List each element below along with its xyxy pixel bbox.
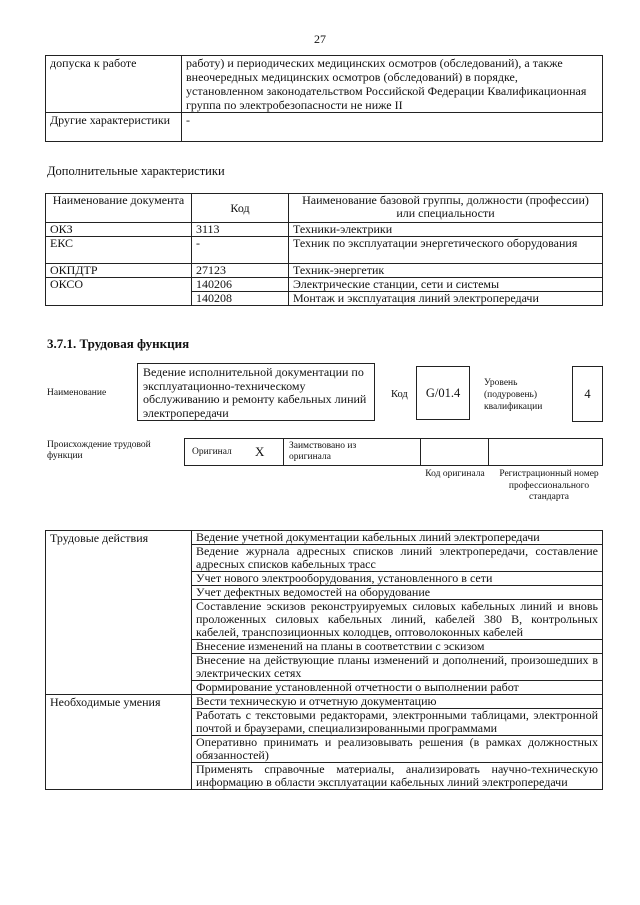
group-label: Необходимые умения	[46, 695, 192, 790]
qualification-level-value: 4	[572, 366, 603, 422]
table-cell: Внесение изменений на планы в соответствии с эскизом	[192, 640, 603, 654]
table-cell: Электрические станции, сети и системы	[289, 278, 603, 292]
table-row	[46, 695, 603, 709]
row-label: Другие характеристики	[46, 113, 182, 142]
table-cell: ОКСО	[46, 278, 192, 306]
table-row	[46, 278, 603, 292]
qualification-requirements-table	[45, 55, 603, 142]
row-text: работу) и периодических медицинских осмотров (обследований), а также внеочередных медицинских осмотров (обследований) в порядке, установленном законодательством Российской Федерации Квалификационная группа по электробезопасности не ниже II	[182, 56, 603, 113]
additional-characteristics-table	[45, 193, 603, 306]
table-cell: Вести техническую и отчетную документацию	[192, 695, 603, 709]
table-row	[46, 113, 603, 142]
column-header: Наименование документа	[46, 194, 192, 223]
column-header: Код	[192, 194, 289, 223]
table-cell: 140206	[192, 278, 289, 292]
original-mark: X	[255, 444, 265, 459]
registration-number-label: Регистрационный номер профессионального стандарта	[499, 469, 599, 502]
table-cell: 27123	[192, 264, 289, 278]
table-cell: Учет нового электрооборудования, установленного в сети	[192, 572, 603, 586]
column-header: Наименование базовой группы, должности (профессии) или специальности	[289, 194, 603, 223]
code-original-label: Код оригинала	[425, 469, 485, 479]
table-cell: -	[192, 237, 289, 264]
table-cell: Монтаж и эксплуатация линий электропередачи	[289, 292, 603, 306]
table-cell: ОКЗ	[46, 223, 192, 237]
divider	[283, 439, 284, 465]
row-label: допуска к работе	[46, 56, 182, 113]
divider	[420, 439, 421, 465]
table-row	[46, 531, 603, 545]
function-name-value: Ведение исполнительной документации по эксплуатационно-техническому обслуживанию и ремонту кабельных линий электропередачи	[137, 363, 375, 421]
table-cell: Ведение учетной документации кабельных линий электропередачи	[192, 531, 603, 545]
table-cell: Работать с текстовыми редакторами, электронными таблицами, электронной почтой и браузерами, специализированными программами	[192, 709, 603, 736]
table-row	[46, 56, 603, 113]
table-row	[46, 223, 603, 237]
table-row	[46, 264, 603, 278]
table-row	[46, 237, 603, 264]
table-cell: Оперативно принимать и реализовывать решения (в рамках должностных обязанностей)	[192, 736, 603, 763]
qualification-level-label: Уровень (подуровень) квалификации	[484, 378, 543, 412]
table-cell: ЕКС	[46, 237, 192, 264]
origin-box	[184, 438, 603, 466]
table-cell: Применять справочные материалы, анализировать научно-техническую информацию в области эксплуатации кабельных линий электропередачи	[192, 763, 603, 790]
table-cell: Техники-электрики	[289, 223, 603, 237]
table-cell: Техник-энергетик	[289, 264, 603, 278]
table-cell: ОКПДТР	[46, 264, 192, 278]
section-title: 3.7.1. Трудовая функция	[47, 336, 190, 351]
borrowed-label: Заимствовано из оригинала	[289, 441, 357, 462]
table-cell: Внесение на действующие планы изменений и дополнений, произошедших в электрических сетях	[192, 654, 603, 681]
function-name-label: Наименование	[47, 388, 107, 398]
function-code-value: G/01.4	[416, 366, 470, 420]
table-cell: Ведение журнала адресных списков линий электропередачи, составление адресных списков кабельных трасс	[192, 545, 603, 572]
table-cell: Учет дефектных ведомостей на оборудование	[192, 586, 603, 600]
table-header-row	[46, 194, 603, 223]
table-cell: 140208	[192, 292, 289, 306]
divider	[488, 439, 489, 465]
original-label: Оригинал	[192, 447, 232, 457]
table-cell: Техник по эксплуатации энергетического оборудования	[289, 237, 603, 264]
group-label: Трудовые действия	[46, 531, 192, 695]
page-number: 27	[314, 32, 326, 46]
function-code-label: Код	[391, 389, 408, 400]
table-cell: Составление эскизов реконструируемых силовых кабельных линий и вновь проложенных силовых кабельных линий, кабелей 380 В, контрольных кабелей, транспозиционных колодцев, оптоволоконных кабелей	[192, 600, 603, 640]
table-cell: 3113	[192, 223, 289, 237]
table-cell: Формирование установленной отчетности о выполнении работ	[192, 681, 603, 695]
row-text: -	[182, 113, 603, 142]
origin-label: Происхождение трудовой функции	[47, 440, 151, 461]
function-details-table	[45, 530, 603, 790]
additional-characteristics-title: Дополнительные характеристики	[47, 164, 225, 178]
